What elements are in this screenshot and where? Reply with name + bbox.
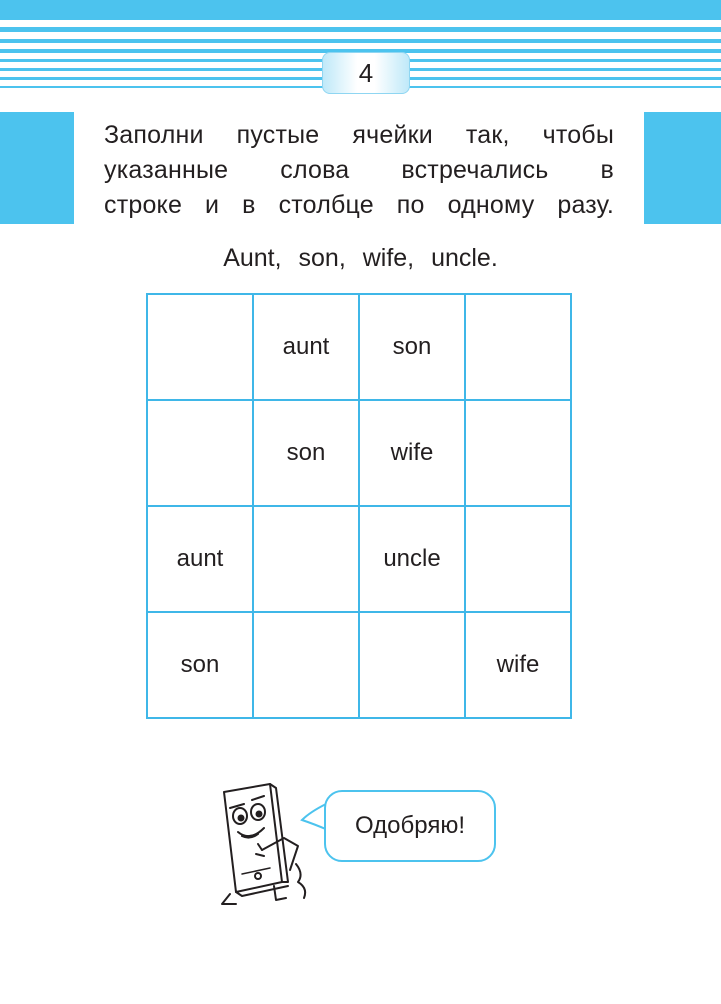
grid-cell[interactable] <box>465 294 571 400</box>
grid-cell[interactable]: son <box>147 612 253 718</box>
grid-cell[interactable] <box>253 612 359 718</box>
grid-row <box>147 612 571 718</box>
grid-cell[interactable] <box>359 612 465 718</box>
speech-bubble: Одобряю! <box>324 790 496 862</box>
grid-cell[interactable]: aunt <box>147 506 253 612</box>
grid-row <box>147 400 571 506</box>
instruction-line: указанные слова встречались в <box>104 156 614 184</box>
header-stripe <box>0 0 721 20</box>
mascot-illustration <box>212 778 330 910</box>
header-stripe <box>0 27 721 32</box>
grid-cell[interactable] <box>147 294 253 400</box>
grid-cell[interactable]: wife <box>465 612 571 718</box>
instruction-line: Заполни пустые ячейки так, чтобы <box>104 121 614 149</box>
grid-row <box>147 506 571 612</box>
grid-cell[interactable]: son <box>359 294 465 400</box>
grid-cell[interactable] <box>465 506 571 612</box>
grid-cell[interactable]: aunt <box>253 294 359 400</box>
grid-cell[interactable] <box>253 506 359 612</box>
header-stripe <box>0 39 721 43</box>
instruction-line: строке и в столбце по одному разу. <box>104 191 614 219</box>
grid-cell[interactable] <box>147 400 253 506</box>
grid-row <box>147 294 571 400</box>
grid-cell[interactable]: wife <box>359 400 465 506</box>
word-list: Aunt, son, wife, uncle. <box>223 244 498 272</box>
grid-cell[interactable]: uncle <box>359 506 465 612</box>
word-grid <box>146 293 572 719</box>
page-number: 4 <box>322 52 410 94</box>
instruction-box <box>74 112 644 224</box>
grid-cell[interactable] <box>465 400 571 506</box>
grid-cell[interactable]: son <box>253 400 359 506</box>
